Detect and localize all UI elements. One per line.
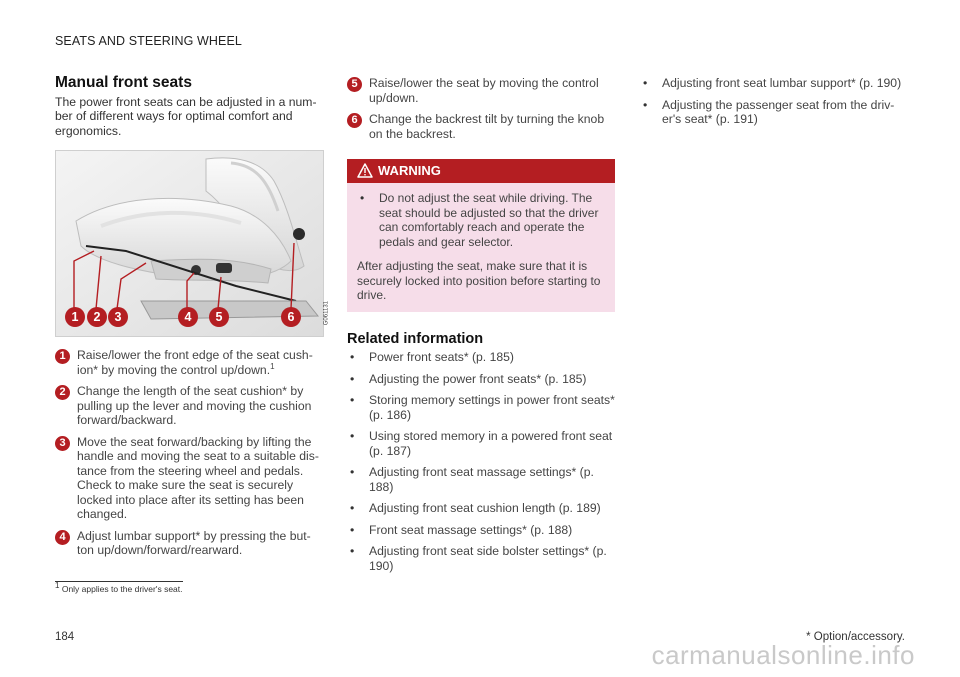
related-link[interactable]: • Adjusting the passenger seat from the driv-er's seat* (p. 191) — [640, 98, 908, 127]
footnote-ref: 1 — [270, 361, 275, 371]
related-link[interactable]: • Storing memory settings in power front seats* (p. 186) — [347, 393, 615, 422]
step-text: Raise/lower the seat by moving the control up/down. — [369, 76, 599, 105]
step-list — [55, 348, 323, 558]
warning-bullet: • Do not adjust the seat while driving. The seat should be adjusted so that the driver can comfortably reach and operate the pedals and gear selector. — [357, 191, 603, 249]
step-number-badge: 3 — [55, 436, 70, 451]
page-number: 184 — [55, 631, 75, 643]
related-link[interactable]: • Using stored memory in a powered front seat (p. 187) — [347, 429, 615, 458]
related-link[interactable]: • Power front seats* (p. 185) — [347, 350, 615, 365]
step-number-badge: 6 — [347, 113, 362, 128]
step-number-badge: 5 — [347, 77, 362, 92]
footnote — [55, 581, 183, 594]
footnote-mark: 1 — [55, 581, 60, 591]
watermark: carmanualsonline.info — [651, 640, 915, 670]
seat-illustration — [55, 150, 329, 337]
step-item — [55, 384, 323, 428]
section-title: Manual front seats — [55, 74, 192, 91]
step-item — [55, 529, 323, 558]
related-link[interactable]: • Adjusting the power front seats* (p. 185) — [347, 372, 615, 387]
step-text: Change the backrest tilt by turning the knob on the backrest. — [369, 112, 605, 141]
callout-2: 2 — [87, 307, 107, 327]
footnote-text: Only applies to the driver's seat. — [61, 584, 183, 594]
figure-code: G061131 — [323, 301, 329, 326]
related-link[interactable]: • Front seat massage settings* (p. 188) — [347, 523, 615, 538]
step-text: Raise/lower the front edge of the seat cush-ion* by moving the control up/down. — [77, 348, 313, 377]
step-text: Change the length of the seat cushion* by pulling up the lever and moving the cushion forward/backward. — [77, 384, 312, 427]
warning-box — [347, 159, 615, 312]
callout-4: 4 — [178, 307, 198, 327]
related-link[interactable]: • Adjusting front seat lumbar support* (p. 190) — [640, 76, 908, 91]
callout-5: 5 — [209, 307, 229, 327]
column-2 — [347, 76, 615, 580]
step-text: Adjust lumbar support* by pressing the but-ton up/down/forward/rearward. — [77, 528, 311, 557]
step-number-badge: 1 — [55, 349, 70, 364]
related-information — [347, 332, 615, 574]
related-link[interactable]: • Adjusting front seat massage settings* (p. 188) — [347, 465, 615, 494]
related-link[interactable]: • Adjusting front seat side bolster settings* (p. 190) — [347, 544, 615, 573]
warning-triangle-icon — [357, 163, 373, 178]
related-link[interactable]: • Adjusting front seat cushion length (p. 189) — [347, 501, 615, 516]
column-1 — [55, 74, 329, 565]
warning-text: After adjusting the seat, make sure that it is securely locked into position before starting to drive. — [357, 259, 601, 302]
step-number-badge: 4 — [55, 530, 70, 545]
step-number-badge: 2 — [55, 385, 70, 400]
step-item — [55, 435, 323, 522]
callout-1: 1 — [65, 307, 85, 327]
running-header: SEATS AND STEERING WHEEL — [55, 34, 242, 48]
callout-3: 3 — [108, 307, 128, 327]
step-text: Move the seat forward/backing by lifting the handle and moving the seat to a suitable dis-tance from the steering wheel and pedals. Check to make sure the seat is securely locked into place after its setting has been changed. — [77, 434, 319, 521]
column-3 — [640, 76, 908, 134]
step-item — [55, 348, 323, 377]
callout-6: 6 — [281, 307, 301, 327]
related-title: Related information — [347, 330, 484, 347]
footnote-divider — [55, 581, 183, 582]
warning-body — [347, 183, 615, 312]
intro-paragraph: The power front seats can be adjusted in a num-ber of different ways for optimal comfort and ergonomics. — [55, 94, 317, 138]
option-note: * Option/accessory. — [806, 631, 905, 643]
warning-header — [347, 159, 615, 183]
warning-title: WARNING — [378, 163, 441, 178]
step-item — [347, 112, 615, 141]
step-item — [347, 76, 615, 105]
